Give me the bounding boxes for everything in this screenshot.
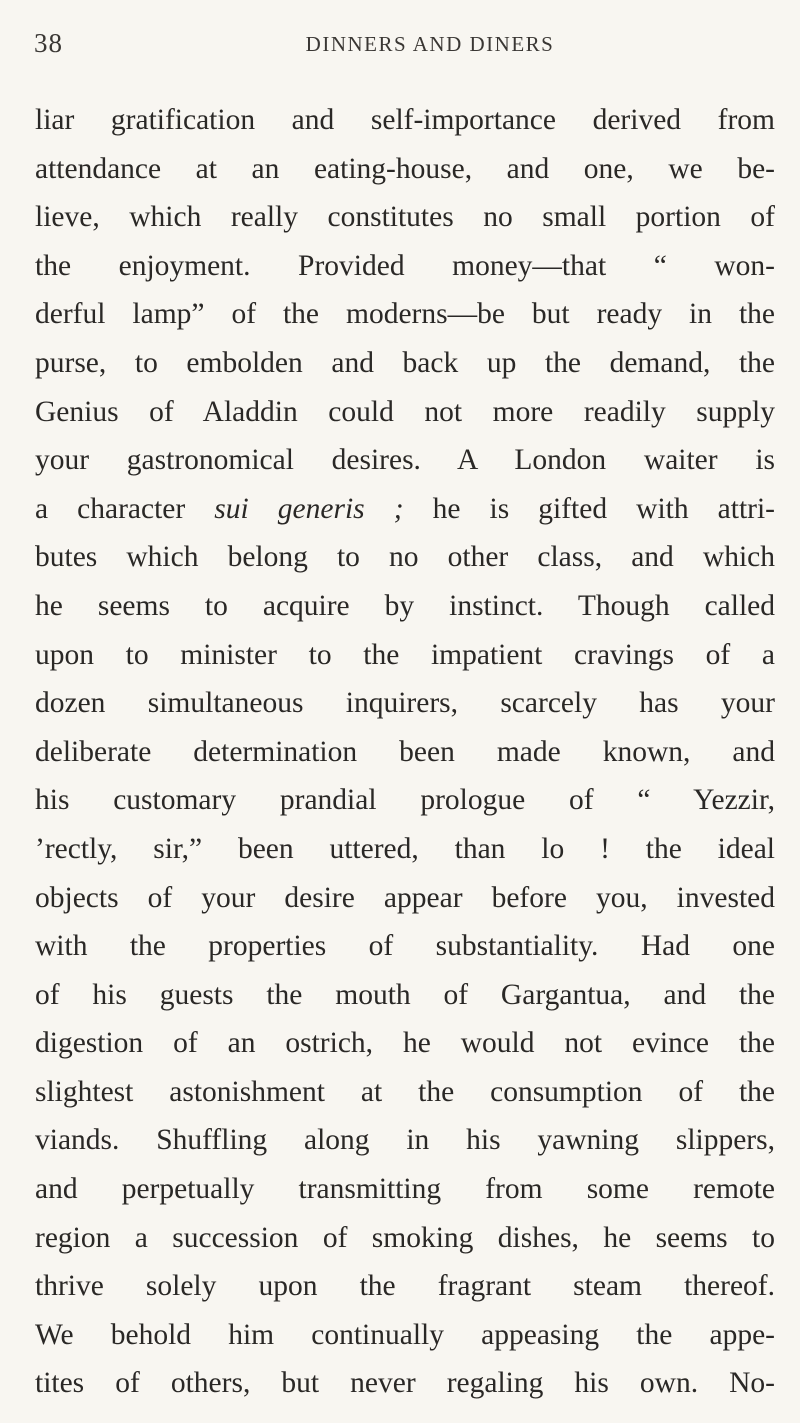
body-paragraph (35, 96, 775, 1408)
text-line: the enjoyment. Provided money—that “ won- (35, 249, 775, 282)
text-line: digestion of an ostrich, he would not evince the (35, 1027, 775, 1060)
text-line: objects of your desire appear before you, invested (35, 881, 775, 914)
text-line: We behold him continually appeasing the appe- (35, 1318, 775, 1351)
text-line: your gastronomical desires. A London waiter is (35, 444, 775, 477)
text-line: deliberate determination been made known, and (35, 735, 775, 768)
text-line: region a succession of smoking dishes, he seems to (35, 1221, 775, 1254)
text-line: tites of others, but never regaling his own. No- (35, 1367, 775, 1400)
text-segment: he is gifted with attri- (403, 492, 776, 525)
text-line: derful lamp” of the moderns—be but ready in the (35, 298, 775, 331)
text-line: purse, to embolden and back up the demand, the (35, 346, 775, 379)
text-line: thrive solely upon the fragrant steam thereof. (35, 1270, 775, 1303)
text-line: of his guests the mouth of Gargantua, and the (35, 978, 775, 1011)
text-line-with-italic (35, 485, 775, 534)
running-title: DINNERS AND DINERS (305, 32, 555, 56)
text-line: he seems to acquire by instinct. Though called (35, 589, 775, 622)
text-line: Genius of Aladdin could not more readily supply (35, 395, 775, 428)
text-segment: a character (35, 492, 215, 525)
text-line: butes which belong to no other class, and which (35, 541, 775, 574)
text-line: his customary prandial prologue of “ Yezzir, (35, 784, 775, 817)
text-line: viands. Shuffling along in his yawning slippers, (35, 1124, 775, 1157)
text-line: and perpetually transmitting from some remote (35, 1173, 775, 1206)
text-line: attendance at an eating-house, and one, we be- (35, 152, 775, 185)
page-number: 38 (34, 28, 63, 58)
text-line: lieve, which really constitutes no small portion of (35, 201, 775, 234)
text-line: dozen simultaneous inquirers, scarcely has your (35, 687, 775, 720)
text-line: slightest astonishment at the consumption of the (35, 1075, 775, 1108)
italic-phrase: sui generis ; (214, 492, 404, 525)
text-line: with the properties of substantiality. Had one (35, 930, 775, 963)
text-line: ’rectly, sir,” been uttered, than lo ! the ideal (35, 832, 775, 865)
text-line: upon to minister to the impatient cravings of a (35, 638, 775, 671)
text-line: liar gratification and self-importance derived from (35, 104, 775, 136)
